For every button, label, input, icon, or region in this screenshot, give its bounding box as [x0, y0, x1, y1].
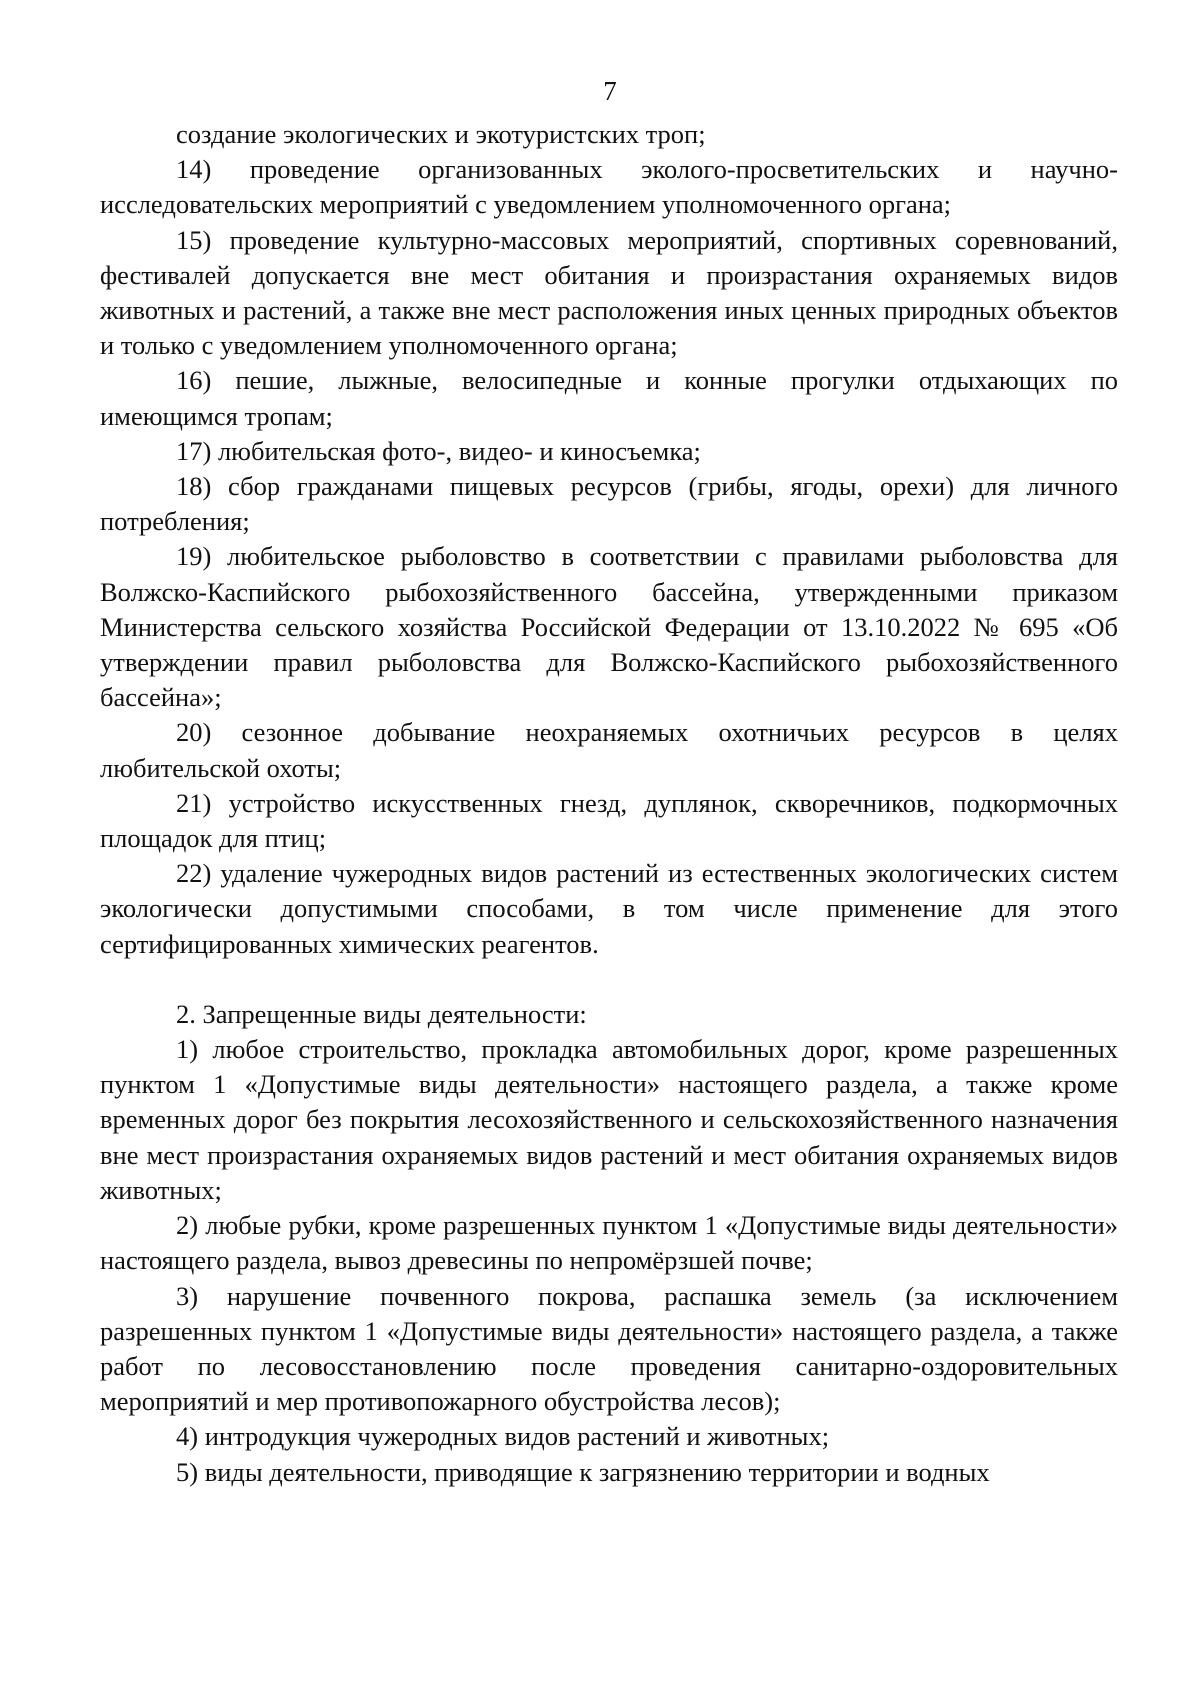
paragraph-item-18: 18) сбор гражданами пищевых ресурсов (грибы, ягоды, орехи) для личного потребления;: [100, 471, 1118, 537]
paragraph-item-22: 22) удаление чужеродных видов растений из естественных экологических систем экологически допустимыми способами, в том числе применение для этого сертифицированных химических реагентов.: [100, 858, 1118, 959]
section-heading-prohibited: 2. Запрещенные виды деятельности:: [176, 998, 587, 1029]
paragraph-prohibited-4: 4) интродукция чужеродных видов растений и животных;: [176, 1421, 830, 1452]
paragraph-item-21: 21) устройство искусственных гнезд, дуплянок, скворечников, подкормочных площадок для птиц;: [100, 787, 1118, 854]
paragraph-item-15: 15) проведение культурно-массовых мероприятий, спортивных соревнований, фестивалей допускается вне мест обитания и произрастания охраняемых видов животных и растений, а также вне мест расположения иных ценных природных объектов и только с уведомлением уполномоченного органа;: [100, 224, 1118, 361]
paragraph-item-16: 16) пешие, лыжные, велосипедные и конные прогулки отдыхающих по имеющимся тропам;: [100, 365, 1118, 431]
document-body: [100, 117, 1118, 1490]
paragraph-prohibited-3: 3) нарушение почвенного покрова, распашка земель (за исключением разрешенных пунктом 1 «Допустимые виды деятельности» настоящего раздела, а также работ по лесовосстановлению после проведения санитарно-оздоровительных мероприятий и мер противопожарного обустройства лесов);: [100, 1280, 1118, 1417]
paragraph-prohibited-5: 5) виды деятельности, приводящие к загрязнению территории и водных: [176, 1456, 990, 1487]
page-number: 7: [603, 76, 617, 106]
paragraph-item-14: 14) проведение организованных эколого-просветительских и научно-исследовательских мероприятий с уведомлением уполномоченного органа;: [100, 154, 1118, 220]
paragraph-item-19: 19) любительское рыболовство в соответствии с правилами рыболовства для Волжско-Каспийского рыбохозяйственного бассейна, утвержденными приказом Министерства сельского хозяйства Российской Федерации от 13.10.2022 № 695 «Об утверждении правил рыболовства для Волжско-Каспийского рыбохозяйственного бассейна»;: [100, 541, 1118, 713]
paragraph-item-20: 20) сезонное добывание неохраняемых охотничьих ресурсов в целях любительской охоты;: [100, 717, 1118, 783]
paragraph-item-17: 17) любительская фото-, видео- и киносъемка;: [176, 435, 701, 466]
paragraph-prohibited-1: 1) любое строительство, прокладка автомобильных дорог, кроме разрешенных пунктом 1 «Допустимые виды деятельности» настоящего раздела, а также кроме временных дорог без покрытия лесохозяйственного и сельскохозяйственного назначения вне мест произрастания охраняемых видов растений и мест обитания охраняемых видов животных;: [100, 1034, 1118, 1205]
paragraph-eco-trails: создание экологических и экотуристских троп;: [176, 119, 706, 149]
paragraph-prohibited-2: 2) любые рубки, кроме разрешенных пунктом 1 «Допустимые виды деятельности» настоящего раздела, вывоз древесины по непромёрзшей почве;: [100, 1210, 1118, 1276]
